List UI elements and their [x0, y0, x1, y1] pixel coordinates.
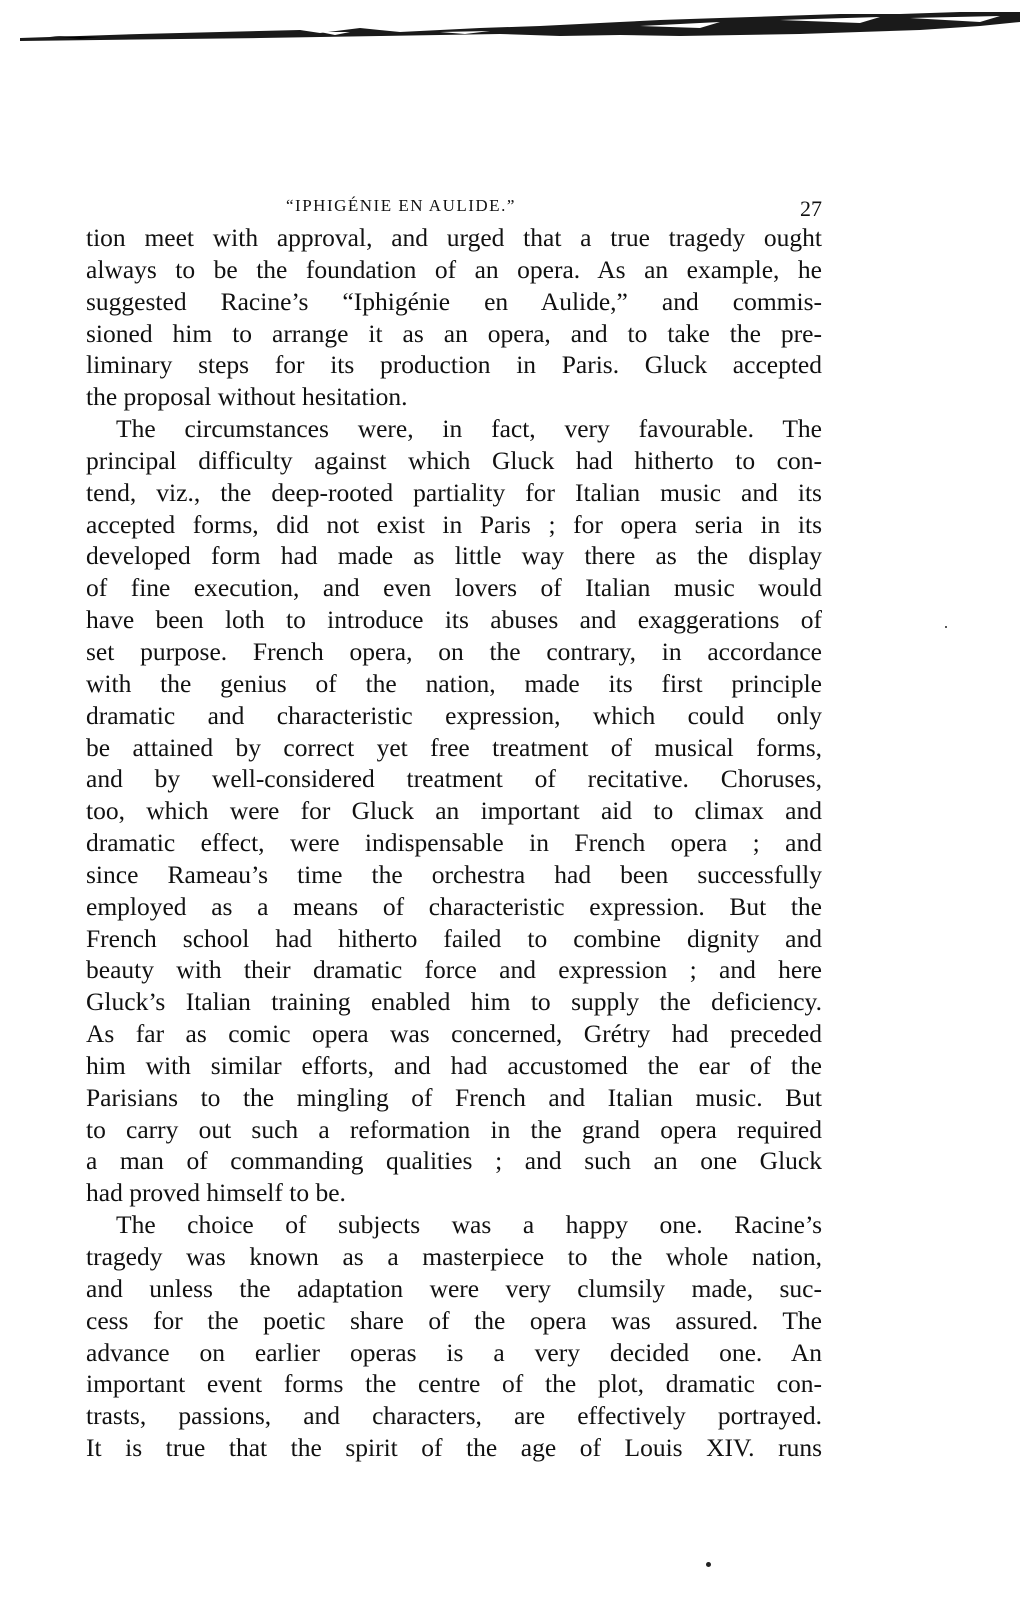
paragraph-1 [86, 222, 822, 413]
text-line: French school had hitherto failed to combine dignity and [86, 923, 822, 953]
text-line: beauty with their dramatic force and expression ; and here [86, 955, 822, 985]
text-line: It is true that the spirit of the age of Louis XIV. runs [86, 1433, 822, 1463]
text-line: developed form had made as little way there as the display [86, 541, 822, 571]
text-line: accepted forms, did not exist in Paris ; for opera seria in its [86, 509, 822, 539]
text-line: always to be the foundation of an opera. As an example, he [86, 254, 822, 284]
text-line: him with similar efforts, and had accustomed the ear of the [86, 1050, 822, 1080]
text-line: cess for the poetic share of the opera was assured. The [86, 1305, 822, 1335]
body-text [86, 222, 822, 1464]
text-line: The choice of subjects was a happy one. Racine’s [116, 1210, 822, 1240]
text-line: important event forms the centre of the plot, dramatic con- [86, 1369, 822, 1399]
text-line: principal difficulty against which Gluck had hitherto to con- [86, 445, 822, 475]
text-line: advance on earlier operas is a very decided one. An [86, 1337, 822, 1367]
text-line: had proved himself to be. [86, 1178, 346, 1208]
page-number: 27 [800, 196, 822, 221]
text-line: a man of commanding qualities ; and such an one Gluck [86, 1146, 822, 1176]
text-line: to carry out such a reformation in the grand opera required [86, 1114, 822, 1144]
scan-speck [945, 626, 947, 628]
text-line: since Rameau’s time the orchestra had been successfully [86, 859, 822, 889]
text-line: have been loth to introduce its abuses and exaggerations of [86, 605, 822, 635]
text-line: As far as comic opera was concerned, Grétry had preceded [86, 1019, 822, 1049]
running-head-title: “IPHIGÉNIE EN AULIDE.” [286, 196, 516, 215]
text-line: The circumstances were, in fact, very favourable. The [116, 414, 822, 444]
text-line: trasts, passions, and characters, are effectively portrayed. [86, 1401, 822, 1431]
text-line: of fine execution, and even lovers of Italian music would [86, 573, 822, 603]
text-line: and unless the adaptation were very clumsily made, suc- [86, 1273, 822, 1303]
paragraph-2 [86, 413, 822, 1209]
text-line: tend, viz., the deep-rooted partiality for Italian music and its [86, 477, 822, 507]
text-line: employed as a means of characteristic expression. But the [86, 891, 822, 921]
paragraph-3 [86, 1209, 822, 1464]
scan-speck [706, 1562, 711, 1567]
text-line: dramatic and characteristic expression, which could only [86, 700, 822, 730]
text-line: be attained by correct yet free treatment of musical forms, [86, 732, 822, 762]
text-line: sioned him to arrange it as an opera, and to take the pre- [86, 318, 822, 348]
text-line: and by well-considered treatment of recitative. Choruses, [86, 764, 822, 794]
text-line: with the genius of the nation, made its first principle [86, 668, 822, 698]
text-line: tion meet with approval, and urged that a true tragedy ought [86, 223, 822, 252]
text-line: set purpose. French opera, on the contrary, in accordance [86, 636, 822, 666]
text-line: the proposal without hesitation. [86, 382, 408, 412]
scan-edge-artifact [20, 8, 1020, 42]
text-line: suggested Racine’s “Iphigénie en Aulide,” and commis- [86, 286, 822, 316]
text-line: dramatic effect, were indispensable in French opera ; and [86, 828, 822, 858]
text-line: Parisians to the mingling of French and Italian music. But [86, 1082, 822, 1112]
text-line: tragedy was known as a masterpiece to the whole nation, [86, 1242, 822, 1271]
text-line: liminary steps for its production in Paris. Gluck accepted [86, 350, 822, 380]
text-line: too, which were for Gluck an important aid to climax and [86, 796, 822, 826]
text-line: Gluck’s Italian training enabled him to supply the deficiency. [86, 987, 822, 1017]
